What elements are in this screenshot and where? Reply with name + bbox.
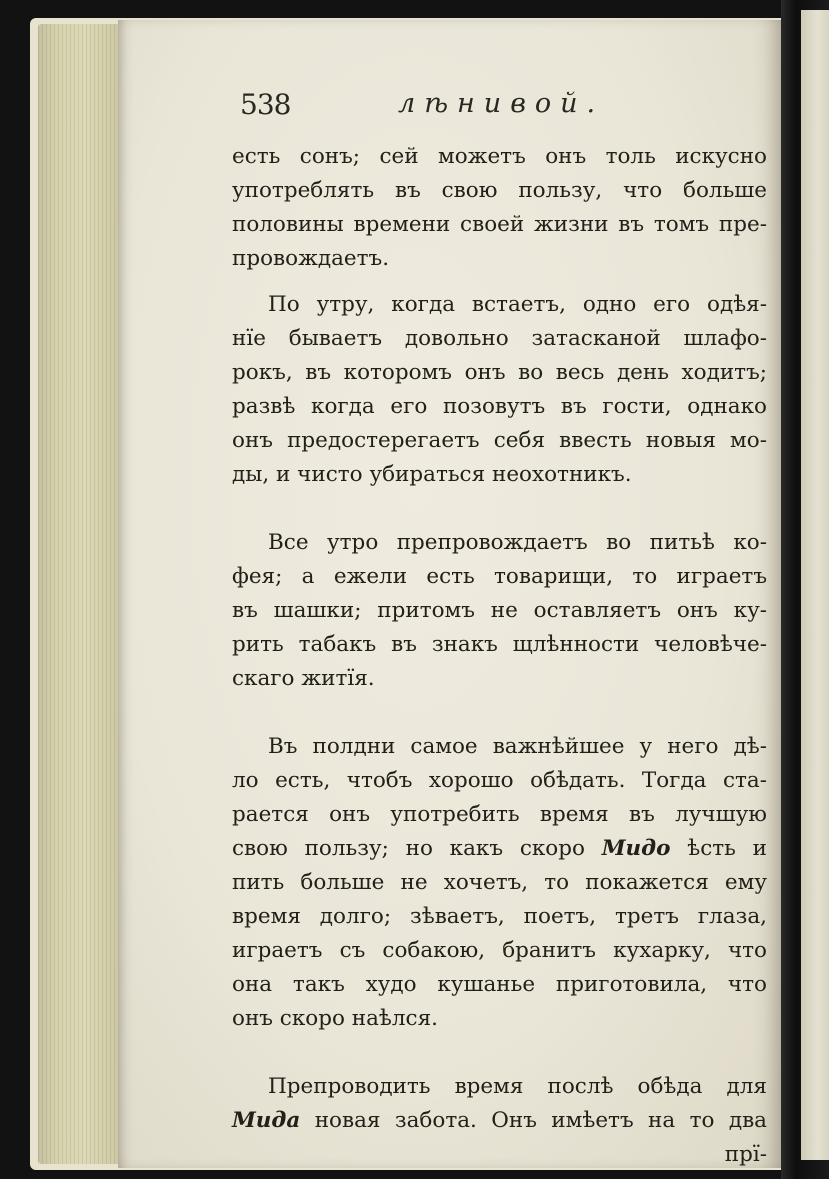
paragraph-3 — [232, 526, 767, 696]
text-line: пить больше не хочетъ, то покажется ему — [232, 870, 767, 895]
text-line: провождаетъ. — [232, 246, 390, 271]
text-segment: свою пользу; но какъ скоро — [232, 836, 585, 861]
text-line: По утру, когда встаетъ, одно его одѣя- — [268, 292, 767, 317]
text-line: половины времени своей жизни въ томъ пре- — [232, 212, 767, 237]
text-line: онъ скоро наѣлся. — [232, 1006, 438, 1031]
text-line: употреблять въ свою пользу, что больше — [232, 178, 767, 203]
character-name: Мида — [232, 1108, 301, 1133]
running-head: лѣнивой. — [398, 88, 605, 119]
text-line: нїе бываетъ довольно затасканой шлафо- — [232, 326, 767, 351]
facing-page-edge — [781, 0, 829, 1179]
text-line: ды, и чисто убираться неохотникъ. — [232, 462, 632, 487]
text-line: онъ предостерегаетъ себя ввесть новыя мо- — [232, 428, 767, 453]
text-line: скаго житїя. — [232, 666, 375, 691]
text-line: время долго; зѣваетъ, поетъ, третъ глаза, — [232, 904, 767, 929]
text-line: есть сонъ; сей можетъ онъ толь искусно — [232, 144, 767, 169]
text-line: развѣ когда его позовутъ въ гости, однако — [232, 394, 767, 419]
paragraph-gap — [232, 492, 767, 526]
paragraph-1 — [232, 140, 767, 276]
text-line: играетъ съ собакою, бранитъ кухарку, что — [232, 938, 767, 963]
text-line: Препроводить время послѣ обѣда для — [268, 1074, 767, 1099]
text-line: она такъ худо кушанье приготовила, что — [232, 972, 767, 997]
character-name: Мидо — [601, 836, 671, 861]
paragraph-gap — [232, 276, 767, 288]
page-number: 538 — [240, 88, 291, 121]
text-segment: новая забота. Онъ имѣетъ на то два — [314, 1108, 767, 1133]
text-line: Въ полдни самое важнѣйшее у него дѣ- — [268, 734, 767, 759]
text-line: фея; а ежели есть товарищи, то играетъ — [232, 564, 767, 589]
text-line — [232, 832, 767, 866]
page-header — [240, 88, 620, 128]
text-segment: ѣсть и — [687, 836, 767, 861]
body-text — [232, 140, 767, 1172]
paragraph-2 — [232, 288, 767, 492]
text-line: рокъ, въ которомъ онъ во весь день ходитъ; — [232, 360, 767, 385]
text-line: ло есть, чтобъ хорошо обѣдать. Тогда ста- — [232, 768, 767, 793]
paragraph-4 — [232, 730, 767, 1036]
text-line: въ шашки; притомъ не оставляетъ онъ ку- — [232, 598, 767, 623]
text-line: Все утро препровождаетъ во питьѣ ко- — [268, 530, 767, 555]
facing-page-strip — [801, 10, 829, 1160]
catchword: прї- — [724, 1142, 767, 1167]
text-line: рается онъ употребить время въ лучшую — [232, 802, 767, 827]
text-line — [232, 1104, 767, 1138]
paragraph-gap — [232, 696, 767, 730]
paragraph-5 — [232, 1070, 767, 1172]
text-line: рить табакъ въ знакъ щлѣнности человѣче- — [232, 632, 767, 657]
paragraph-gap — [232, 1036, 767, 1070]
